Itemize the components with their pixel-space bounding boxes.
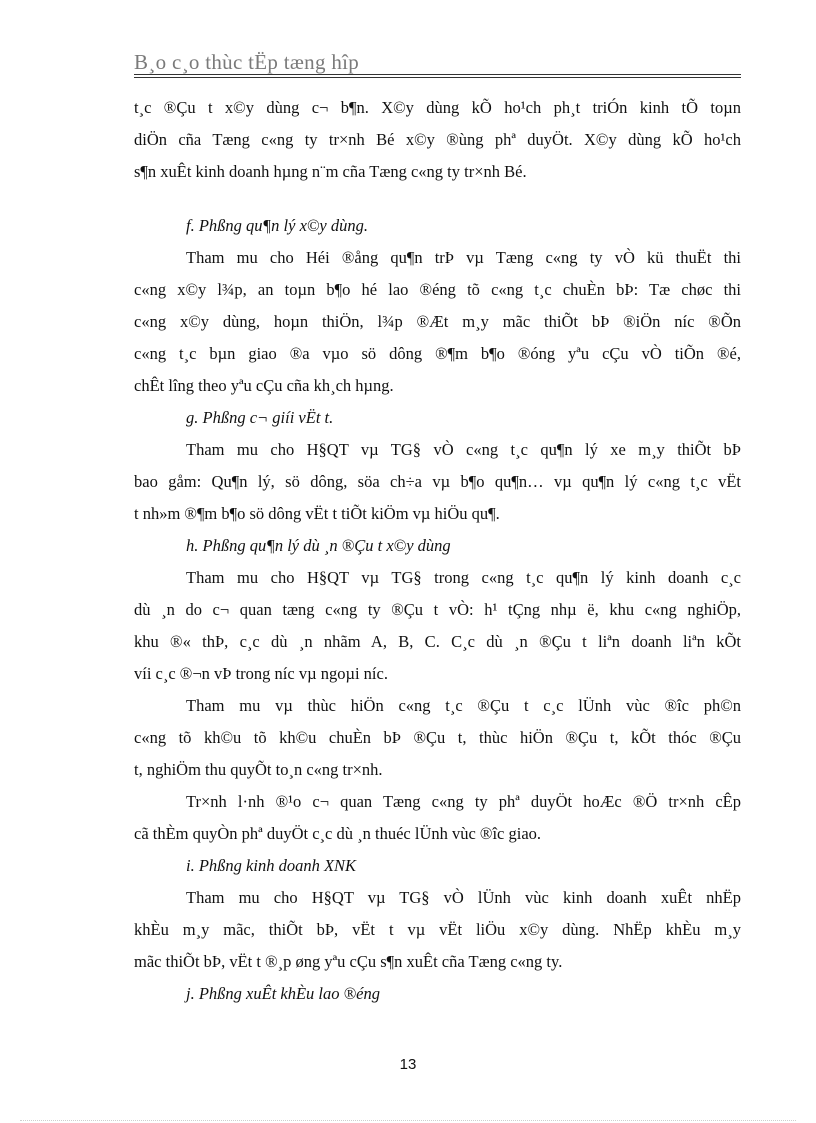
text-line: khu ®« thÞ, c¸c dù ¸n nhãm A, B, C. C¸c dù ¸n ®Çu t liªn doanh liªn kÕt: [134, 632, 741, 651]
text-line: Tham mu cho H§QT vµ TG§ trong c«ng t¸c qu¶n lý kinh doanh c¸c: [186, 568, 741, 587]
text-line: c«ng x©y dùng, hoµn thiÖn, l¾p ®Æt m¸y mãc thiÕt bÞ ®iÖn níc ®Õn: [134, 312, 741, 331]
text-line: diÖn cña Tæng c«ng ty tr×nh Bé x©y ®ùng phª duyÖt. X©y dùng kÕ ho¹ch: [134, 130, 741, 149]
text-line: c«ng x©y l¾p, an toµn b¶o hé lao ®éng tõ c«ng t¸c chuÈn bÞ: Tæ chøc thi: [134, 280, 741, 299]
text-line: chÊt lîng theo yªu cÇu cña kh¸ch hµng.: [134, 376, 394, 395]
text-line: Tham mu cho H§QT vµ TG§ vÒ lÜnh vùc kinh doanh xuÊt nhËp: [186, 888, 741, 907]
text-line: Tr×nh l·nh ®¹o c¬ quan Tæng c«ng ty phª duyÖt hoÆc ®Ö tr×nh cÊp: [186, 792, 741, 811]
section-heading: g. Phßng c¬ giíi vËt t.: [186, 408, 334, 427]
text-line: bao gåm: Qu¶n lý, sö dông, söa ch÷a vµ b¶o qu¶n… vµ qu¶n lý c«ng t¸c vËt: [134, 472, 741, 491]
header-rule-thin: [134, 77, 741, 78]
text-line: t nh»m ®¶m b¶o sö dông vËt t tiÕt kiÖm vµ hiÖu qu¶.: [134, 504, 500, 523]
page-bottom-border: [20, 1120, 796, 1121]
page-header: B¸o c¸o thùc tËp tæng hîp: [134, 50, 360, 74]
paragraph-gap: [134, 188, 741, 210]
section-heading: j. Phßng xuÊt khÈu lao ®éng: [186, 984, 380, 1003]
text-line: mãc thiÕt bÞ, vËt t ®¸p øng yªu cÇu s¶n xuÊt cña Tæng c«ng ty.: [134, 952, 563, 971]
text-line: Tham mu cho H§QT vµ TG§ vÒ c«ng t¸c qu¶n lý xe m¸y thiÕt bÞ: [186, 440, 741, 459]
text-line: t¸c ®Çu t x©y dùng c¬ b¶n. X©y dùng kÕ ho¹ch ph¸t triÓn kinh tÕ toµn: [134, 98, 741, 117]
text-line: khÈu m¸y mãc, thiÕt bÞ, vËt t vµ vËt liÖu x©y dùng. NhËp khÈu m¸y: [134, 920, 741, 939]
page-body: [134, 92, 741, 1010]
section-heading: i. Phßng kinh doanh XNK: [186, 856, 357, 875]
page-number: 13: [399, 1056, 417, 1073]
header-rule: [134, 74, 741, 75]
text-line: s¶n xuÊt kinh doanh hµng n¨m cña Tæng c«ng ty tr×nh Bé.: [134, 162, 527, 181]
text-line: t, nghiÖm thu quyÕt to¸n c«ng tr×nh.: [134, 760, 383, 779]
text-line: Tham mu cho Héi ®ång qu¶n trÞ vµ Tæng c«ng ty vÒ kü thuËt thi: [186, 248, 741, 267]
section-heading: f. Phßng qu¶n lý x©y dùng.: [186, 216, 369, 235]
text-line: Tham mu vµ thùc hiÖn c«ng t¸c ®Çu t c¸c lÜnh vùc ®îc ph©n: [186, 696, 741, 715]
text-line: c«ng tõ kh©u tõ kh©u chuÈn bÞ ®Çu t, thùc hiÖn ®Çu t, kÕt thóc ®Çu: [134, 728, 741, 747]
text-line: c«ng t¸c bµn giao ®a vµo sö dông ®¶m b¶o ®óng yªu cÇu vÒ tiÕn ®é,: [134, 344, 741, 363]
section-heading: h. Phßng qu¶n lý dù ¸n ®Çu t x©y dùng: [186, 536, 451, 555]
text-line: dù ¸n do c¬ quan tæng c«ng ty ®Çu t vÒ: h¹ tÇng nhµ ë, khu c«ng nghiÖp,: [134, 600, 741, 619]
text-line: víi c¸c ®¬n vÞ trong níc vµ ngoµi níc.: [134, 664, 388, 683]
text-line: cã thÈm quyÒn phª duyÖt c¸c dù ¸n thuéc lÜnh vùc ®îc giao.: [134, 824, 542, 843]
